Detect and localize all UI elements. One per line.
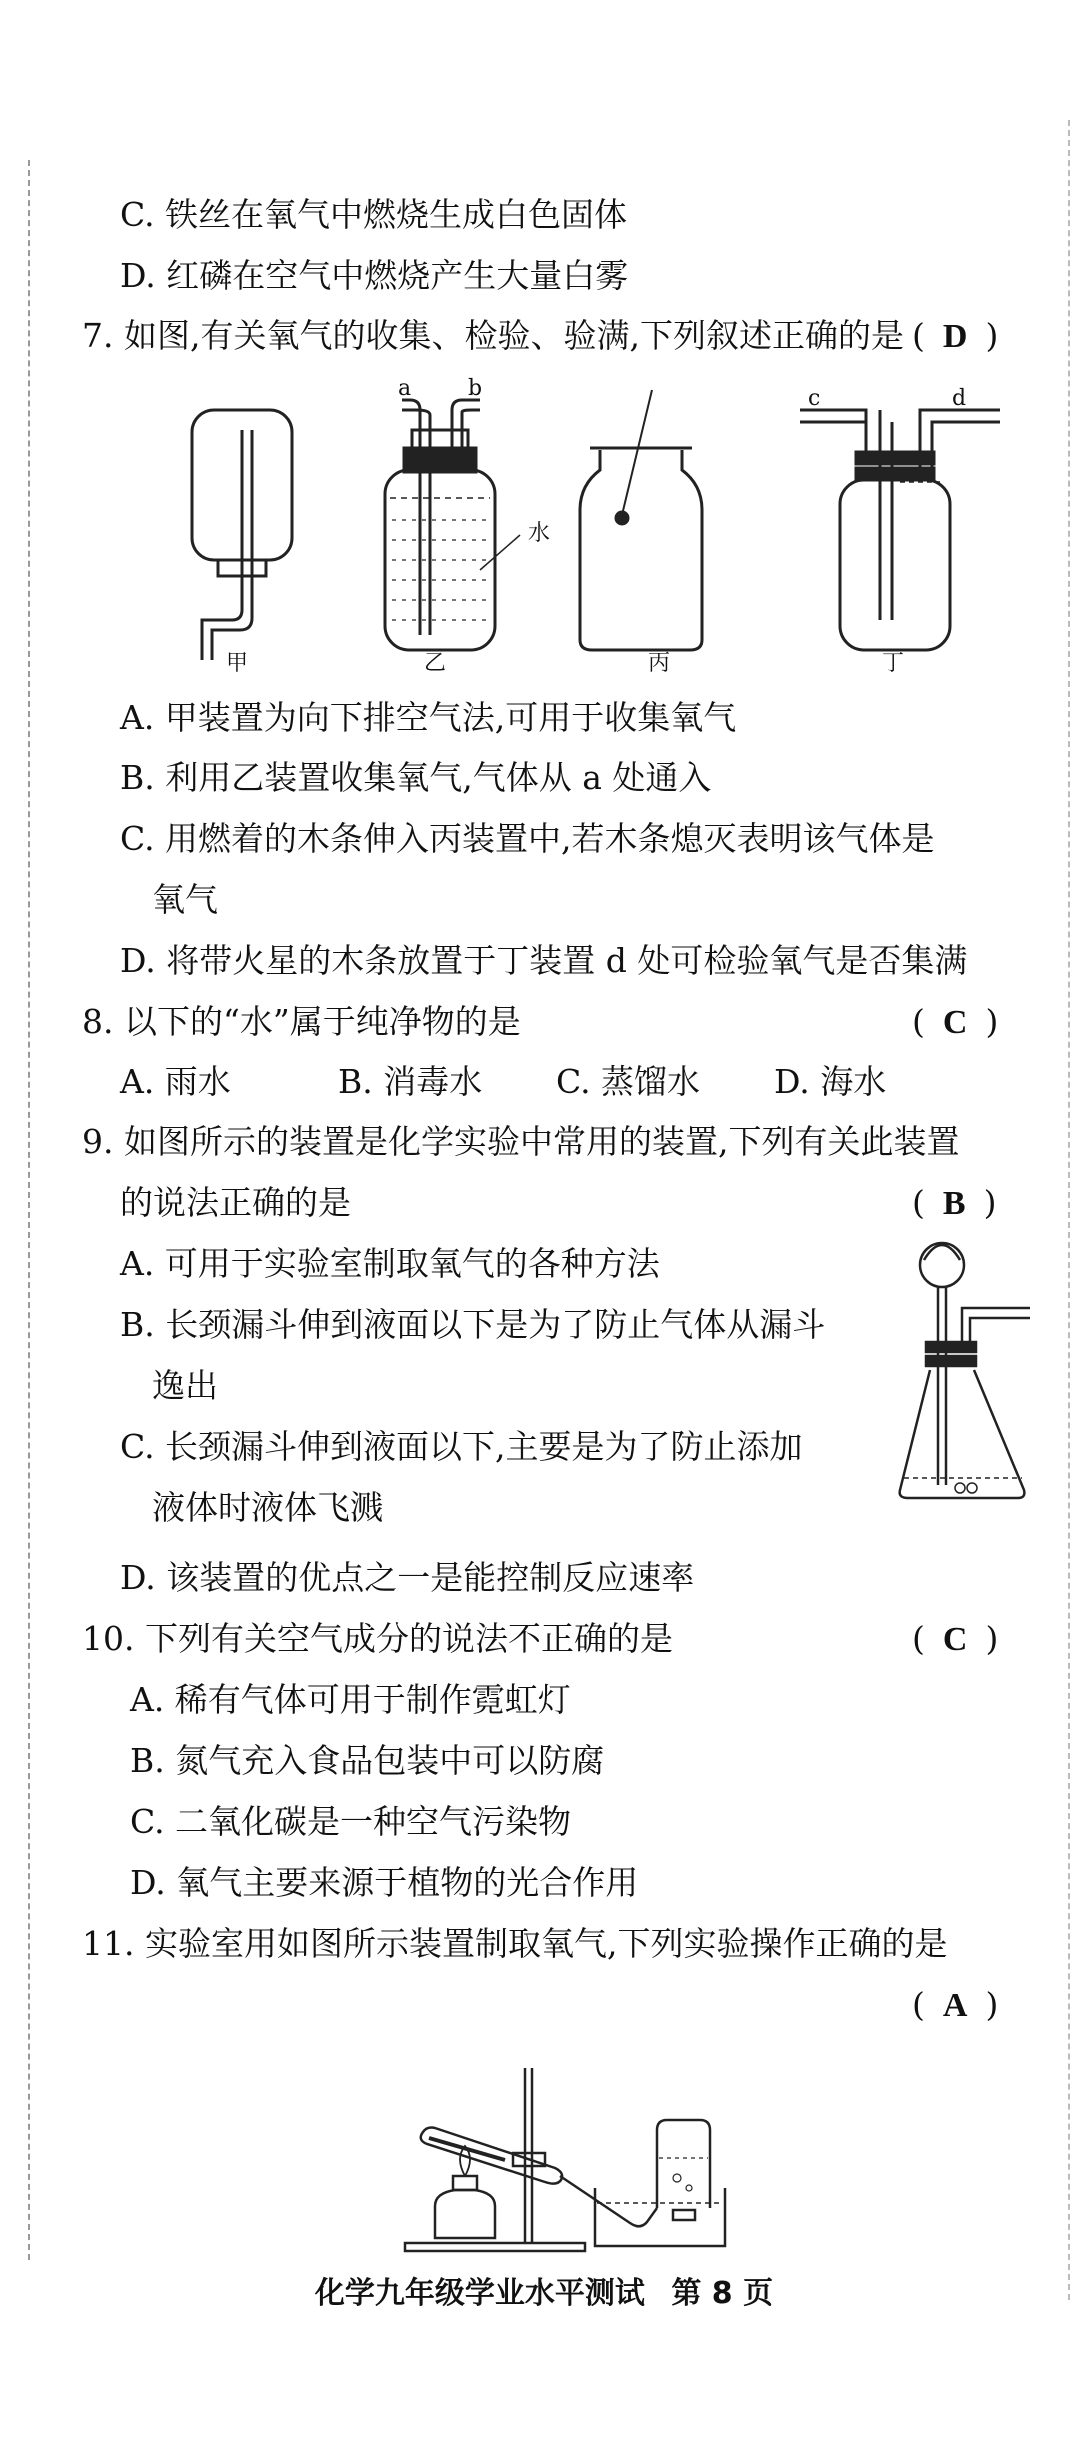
q8-option-a: A. 雨水 [120, 1062, 231, 1101]
q8-answer: C [942, 1004, 968, 1041]
q7-option-c-cont: 氧气 [152, 880, 218, 919]
q9-option-d: D. 该装置的优点之一是能控制反应速率 [120, 1558, 695, 1597]
q8-option-b: B. 消毒水 [338, 1062, 483, 1101]
apparatus-jia [192, 410, 292, 660]
q7-option-c: C. 用燃着的木条伸入丙装置中,若木条熄灭表明该气体是 [120, 819, 935, 858]
q11-apparatus-figure [395, 2058, 775, 2258]
q11-answer: A [942, 1987, 968, 2024]
q10-stem: 10. 下列有关空气成分的说法不正确的是 [82, 1619, 673, 1658]
q9-stem-cont: 的说法正确的是 [120, 1183, 351, 1222]
q8-option-c: C. 蒸馏水 [556, 1062, 701, 1101]
label-a: a [398, 376, 412, 401]
apparatus-bing [580, 390, 702, 650]
q8-option-d: D. 海水 [774, 1062, 887, 1101]
q10-option-a: A. 稀有气体可用于制作霓虹灯 [130, 1680, 571, 1719]
q9-answer-box: ( B ) [912, 1181, 996, 1226]
q9-option-b-cont: 逸出 [152, 1366, 218, 1405]
q11-answer-box: ( A ) [912, 1983, 998, 2028]
q8-answer-box: ( C ) [912, 1000, 998, 1045]
apparatus-ding [800, 410, 1000, 650]
q9-option-a: A. 可用于实验室制取氧气的各种方法 [120, 1244, 660, 1283]
q11-stem: 11. 实验室用如图所示装置制取氧气,下列实验操作正确的是 [82, 1924, 948, 1963]
q9-answer: B [942, 1185, 966, 1222]
q10-answer: C [942, 1621, 968, 1658]
q7-answer-box: ( D ) [912, 314, 998, 359]
q9-option-c-cont: 液体时液体飞溅 [152, 1488, 383, 1527]
cut-line-left [28, 160, 30, 2260]
q7-option-d: D. 将带火星的木条放置于丁装置 d 处可检验氧气是否集满 [120, 941, 968, 980]
label-bing: 丙 [648, 651, 671, 676]
label-water: 水 [528, 521, 551, 546]
label-ding: 丁 [882, 651, 905, 676]
q9-option-c: C. 长颈漏斗伸到液面以下,主要是为了防止添加 [120, 1427, 803, 1466]
q10-option-c: C. 二氧化碳是一种空气污染物 [130, 1802, 572, 1841]
q10-option-d: D. 氧气主要来源于植物的光合作用 [130, 1863, 639, 1902]
label-c: c [808, 386, 821, 411]
q9-flask-figure [890, 1230, 1040, 1520]
q7-answer: D [942, 318, 968, 355]
label-d: d [952, 386, 967, 411]
footer-page-number: 第 8 页 [671, 2276, 774, 2311]
q7-option-a: A. 甲装置为向下排空气法,可用于收集氧气 [120, 698, 737, 737]
q7-option-b: B. 利用乙装置收集氧气,气体从 a 处通入 [120, 758, 712, 797]
cut-line-right [1068, 120, 1070, 2300]
footer-title: 化学九年级学业水平测试 [314, 2276, 645, 2311]
apparatus-yi [385, 400, 520, 650]
q8-stem: 8. 以下的“水”属于纯净物的是 [82, 1002, 521, 1041]
q6-option-d: D. 红磷在空气中燃烧产生大量白雾 [120, 256, 629, 295]
label-yi: 乙 [424, 651, 447, 676]
label-b: b [468, 376, 483, 401]
page-footer [0, 2268, 1088, 2312]
q10-option-b: B. 氮气充入食品包装中可以防腐 [130, 1741, 605, 1780]
q9-stem: 9. 如图所示的装置是化学实验中常用的装置,下列有关此装置 [82, 1122, 960, 1161]
q6-option-c: C. 铁丝在氧气中燃烧生成白色固体 [120, 195, 628, 234]
q9-option-b: B. 长颈漏斗伸到液面以下是为了防止气体从漏斗 [120, 1305, 826, 1344]
label-jia: 甲 [226, 651, 249, 676]
q10-answer-box: ( C ) [912, 1617, 998, 1662]
q7-stem: 7. 如图,有关氧气的收集、检验、验满,下列叙述正确的是 [82, 316, 904, 355]
q7-apparatus-figure [180, 370, 1040, 680]
